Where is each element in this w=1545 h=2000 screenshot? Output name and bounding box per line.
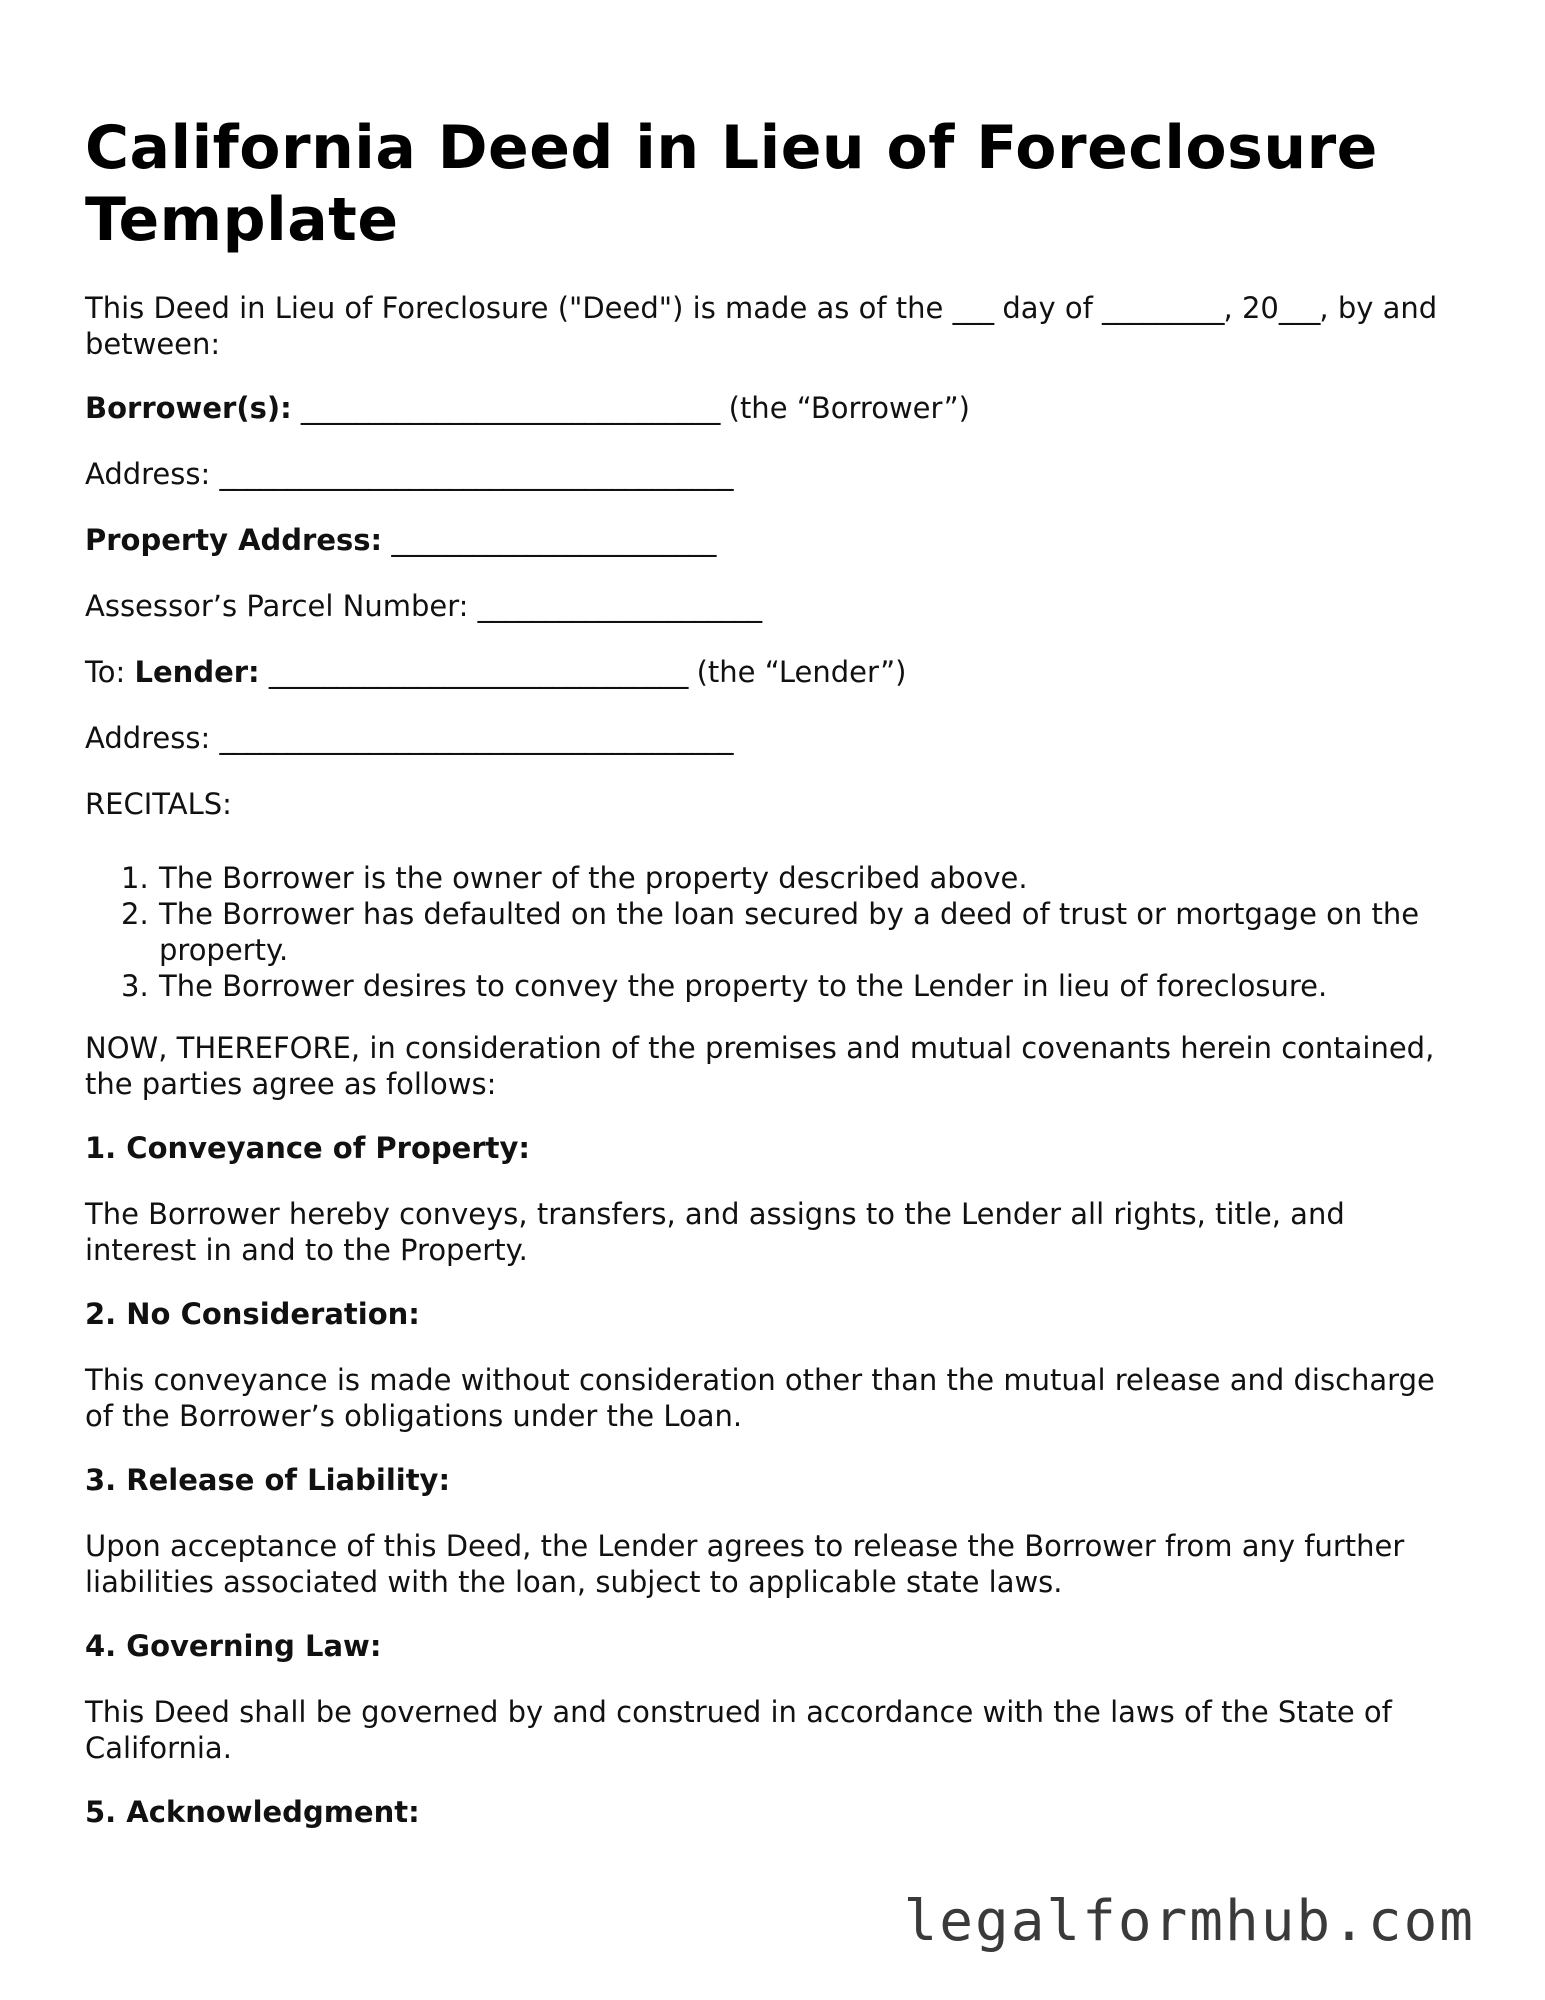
section-heading-release: 3. Release of Liability: [85,1463,451,1497]
intro-text-c: , 20 [1223,291,1279,325]
list-item-text: The Borrower is the owner of the property described above. [159,861,1028,895]
intro-text-d: , by and between: [85,291,1438,361]
list-item [85,860,1465,896]
lender-prefix: To: [85,655,126,689]
watermark: legalformhub.com [903,1889,1475,1954]
apn-label: Assessor’s Parcel Number: [85,589,469,623]
intro-paragraph [85,290,1465,362]
borrower-address-label: Address: [85,457,211,491]
section-heading-governing-law: 4. Governing Law: [85,1629,382,1663]
recitals-heading: RECITALS: [85,787,232,821]
section-heading-conveyance: 1. Conveyance of Property: [85,1131,530,1165]
section-body-no-consideration: This conveyance is made without consideration other than the mutual release and discharge of the Borrower’s obligations under the Loan. [85,1363,1435,1433]
list-item [85,968,1465,1004]
section-heading-no-consideration: 2. No Consideration: [85,1297,420,1331]
lender-name-blank[interactable]: _______________________________ [268,655,688,689]
list-item-number: 1. [121,861,149,895]
borrower-suffix: (the “Borrower”) [728,391,970,425]
intro-text-b: day of [1002,291,1093,325]
property-address-label: Property Address: [85,523,383,557]
list-item-number: 2. [121,897,149,931]
document-title: California Deed in Lieu of Foreclosure Template [85,113,1378,255]
borrower-address-blank[interactable]: ______________________________________ [219,457,733,491]
property-address-line [85,522,715,558]
lender-label: Lender: [134,655,260,689]
lender-suffix: (the “Lender”) [696,655,907,689]
section-body-conveyance: The Borrower hereby conveys, transfers, and assigns to the Lender all rights, title, and interest in and to the Property. [85,1197,1345,1267]
lender-address-label: Address: [85,721,211,755]
recitals-list [85,860,1465,1004]
property-address-blank[interactable]: ________________________ [391,523,716,557]
section-body-release: Upon acceptance of this Deed, the Lender agrees to release the Borrower from any further liabilities associated with the loan, subject to applicable state laws. [85,1529,1405,1599]
month-blank[interactable]: _________ [1102,291,1224,325]
borrower-address-line [85,456,732,492]
apn-line [85,588,761,624]
list-item [85,896,1465,968]
now-therefore-paragraph: NOW, THEREFORE, in consideration of the premises and mutual covenants herein contained, the parties agree as follows: [85,1031,1435,1101]
lender-address-line [85,720,732,756]
apn-blank[interactable]: _____________________ [477,589,762,623]
day-blank[interactable]: ___ [952,291,994,325]
section-heading-acknowledgment: 5. Acknowledgment: [85,1795,420,1829]
list-item-text: The Borrower desires to convey the property to the Lender in lieu of foreclosure. [159,969,1328,1003]
borrower-line [85,390,970,426]
section-body-governing-law: This Deed shall be governed by and construed in accordance with the laws of the State of California. [85,1695,1392,1765]
borrower-label: Borrower(s): [85,391,292,425]
year-blank[interactable]: ___ [1278,291,1320,325]
lender-address-blank[interactable]: ______________________________________ [219,721,733,755]
list-item-text: The Borrower has defaulted on the loan secured by a deed of trust or mortgage on the property. [159,897,1420,967]
intro-text-a: This Deed in Lieu of Foreclosure ("Deed") is made as of the [85,291,944,325]
lender-line [85,654,906,690]
list-item-number: 3. [121,969,149,1003]
borrower-name-blank[interactable]: _______________________________ [300,391,720,425]
